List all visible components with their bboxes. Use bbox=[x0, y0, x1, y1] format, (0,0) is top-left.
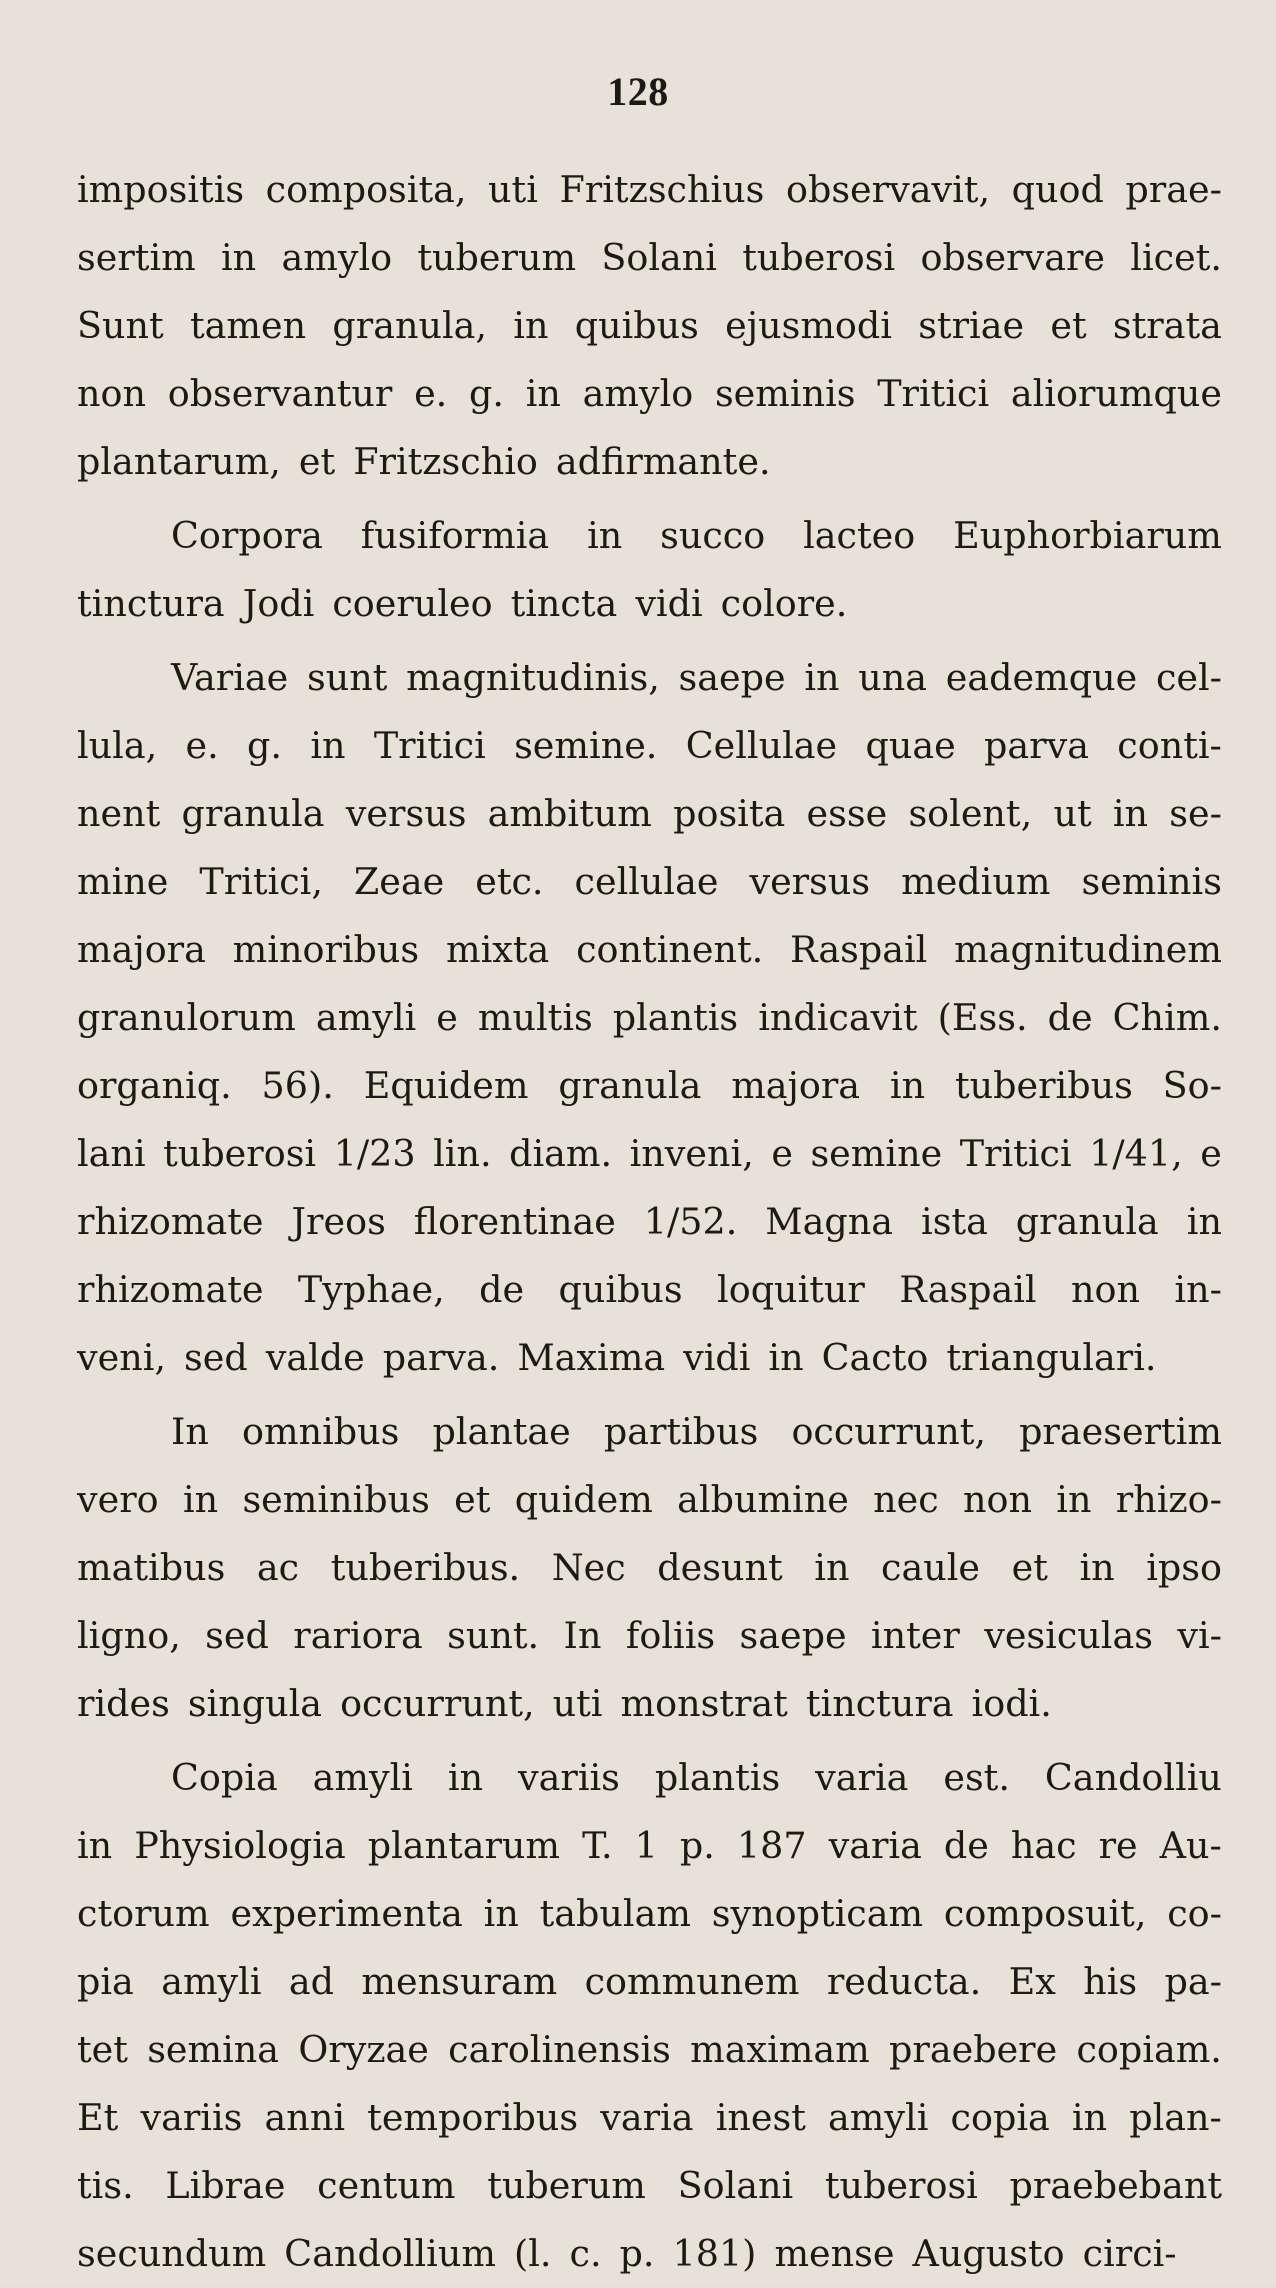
word: quibus bbox=[574, 304, 699, 347]
word: mense bbox=[774, 2232, 895, 2275]
word: in bbox=[1079, 1546, 1115, 1589]
word: de bbox=[943, 1824, 989, 1867]
word: uti bbox=[552, 1682, 603, 1725]
word: ac bbox=[256, 1546, 300, 1589]
word: albumine bbox=[677, 1478, 849, 1521]
word: Raspail bbox=[790, 928, 928, 971]
word: tamen bbox=[189, 304, 307, 347]
word: et bbox=[298, 440, 336, 483]
word: (Ess. bbox=[937, 996, 1028, 1039]
word: pia bbox=[77, 1960, 134, 2003]
word: Ex bbox=[1008, 1960, 1056, 2003]
word: Cellulae bbox=[685, 724, 838, 767]
word: etc. bbox=[475, 860, 544, 903]
word: sertim bbox=[77, 236, 196, 279]
word: tinctura bbox=[805, 1682, 954, 1725]
word: tuberum bbox=[487, 2164, 646, 2207]
word: tuberibus bbox=[954, 1064, 1133, 1107]
text-line bbox=[77, 1256, 1222, 1324]
word: succo bbox=[660, 514, 766, 557]
word: in bbox=[1112, 792, 1149, 835]
word: ambitum bbox=[487, 792, 652, 835]
word: et bbox=[1011, 1546, 1048, 1589]
word: caule bbox=[881, 1546, 981, 1589]
word: diam. bbox=[509, 1132, 613, 1175]
word: eademque bbox=[945, 656, 1138, 699]
word: mine bbox=[77, 860, 169, 903]
word: Physiologia bbox=[134, 1824, 346, 1867]
word: majora bbox=[731, 1064, 861, 1107]
paragraph bbox=[77, 1398, 1222, 1738]
text-line bbox=[77, 1188, 1222, 1256]
paragraph bbox=[77, 1744, 1222, 2288]
text-line bbox=[77, 428, 1222, 496]
word: copiam. bbox=[1076, 2028, 1222, 2071]
word: Magna bbox=[765, 1200, 894, 1243]
word: non bbox=[77, 372, 146, 415]
word: 1/23 bbox=[333, 1132, 416, 1175]
word: mensuram bbox=[361, 1960, 558, 2003]
word: observantur bbox=[167, 372, 393, 415]
word: organiq. bbox=[77, 1064, 232, 1107]
word: coeruleo bbox=[332, 582, 493, 625]
word: granula bbox=[181, 792, 325, 835]
text-line bbox=[77, 1052, 1222, 1120]
word: rhizomate bbox=[77, 1200, 264, 1243]
word: florentinae bbox=[413, 1200, 616, 1243]
word: re bbox=[1098, 1824, 1138, 1867]
word: praebere bbox=[889, 2028, 1058, 2071]
word: continent. bbox=[576, 928, 764, 971]
word: minoribus bbox=[232, 928, 420, 971]
word: vi- bbox=[1177, 1614, 1222, 1657]
page-number: 128 bbox=[607, 69, 669, 114]
word: Solani bbox=[601, 236, 717, 279]
word: versus bbox=[749, 860, 871, 903]
word: prae- bbox=[1125, 168, 1222, 211]
word: iodi. bbox=[971, 1682, 1052, 1725]
word: Solani bbox=[677, 2164, 794, 2207]
word: inveni, bbox=[629, 1132, 754, 1175]
word: hac bbox=[1010, 1824, 1077, 1867]
word: reducta. bbox=[826, 1960, 982, 2003]
word: Oryzae bbox=[298, 2028, 429, 2071]
word: Jodi bbox=[242, 582, 315, 625]
word: et bbox=[454, 1478, 491, 1521]
word: solent, bbox=[908, 792, 1033, 835]
word: ipso bbox=[1146, 1546, 1222, 1589]
word: Au- bbox=[1159, 1824, 1222, 1867]
text-line bbox=[77, 916, 1222, 984]
word: nent bbox=[77, 792, 161, 835]
word: tuberosi bbox=[824, 2164, 978, 2207]
word: medium bbox=[901, 860, 1051, 903]
word: non bbox=[1070, 1268, 1140, 1311]
word: anni bbox=[264, 2096, 345, 2139]
word: se- bbox=[1169, 792, 1222, 835]
word: Candollium bbox=[284, 2232, 496, 2275]
word: uti bbox=[488, 168, 538, 211]
word: ad bbox=[288, 1960, 335, 2003]
word: (l. bbox=[513, 2232, 552, 2275]
word: ligno, bbox=[77, 1614, 181, 1657]
word: in bbox=[221, 236, 257, 279]
word: versus bbox=[345, 792, 467, 835]
word: in bbox=[1186, 1200, 1222, 1243]
word: secundum bbox=[77, 2232, 267, 2275]
word: tinctura bbox=[77, 582, 225, 625]
word: in bbox=[182, 1478, 219, 1521]
word: in bbox=[310, 724, 346, 767]
word: tincta bbox=[510, 582, 618, 625]
word: T. bbox=[582, 1824, 613, 1867]
word: multis bbox=[477, 996, 593, 1039]
word: Fritzschius bbox=[559, 168, 765, 211]
word: valde bbox=[265, 1336, 365, 1379]
word: in bbox=[587, 514, 623, 557]
word: plantis bbox=[612, 996, 739, 1039]
word: matibus bbox=[77, 1546, 226, 1589]
word: Tritici bbox=[373, 724, 486, 767]
word: in bbox=[483, 1892, 519, 1935]
text-line bbox=[77, 2016, 1222, 2084]
word: tet bbox=[77, 2028, 128, 2071]
word: e bbox=[771, 1132, 793, 1175]
word: Zeae bbox=[353, 860, 445, 903]
word: fusiformia bbox=[360, 514, 550, 557]
word: lacteo bbox=[803, 514, 916, 557]
word: mixta bbox=[445, 928, 550, 971]
word: granulorum bbox=[77, 996, 296, 1039]
word: So- bbox=[1162, 1064, 1222, 1107]
word: conti- bbox=[1117, 724, 1222, 767]
word: amyli bbox=[312, 1756, 413, 1799]
word: parva. bbox=[382, 1336, 500, 1379]
word: variis bbox=[518, 1756, 620, 1799]
word: in bbox=[1071, 2096, 1108, 2139]
word: plantae bbox=[432, 1410, 571, 1453]
word: variis bbox=[140, 2096, 243, 2139]
word: g. bbox=[469, 372, 504, 415]
word: in bbox=[525, 372, 561, 415]
word: et bbox=[1050, 304, 1087, 347]
word: synopticam bbox=[711, 1892, 924, 1935]
word: inest bbox=[715, 2096, 806, 2139]
word: amyli bbox=[315, 996, 417, 1039]
word: magnitudinem bbox=[954, 928, 1222, 971]
word: omnibus bbox=[242, 1410, 400, 1453]
word: p. bbox=[679, 1824, 715, 1867]
word: centum bbox=[317, 2164, 456, 2207]
word: varia bbox=[828, 1824, 922, 1867]
word: licet. bbox=[1130, 236, 1222, 279]
word: singula bbox=[187, 1682, 323, 1725]
word: Tritici bbox=[877, 372, 990, 415]
paragraph bbox=[77, 502, 1222, 638]
word: loquitur bbox=[717, 1268, 865, 1311]
word: e. bbox=[185, 724, 219, 767]
text-line bbox=[77, 1948, 1222, 2016]
word: in bbox=[1056, 1478, 1092, 1521]
word: Copia bbox=[171, 1756, 278, 1799]
text-line bbox=[77, 502, 1222, 570]
word: occurrunt, bbox=[791, 1410, 986, 1453]
word: Chim. bbox=[1112, 996, 1222, 1039]
word: tuberibus. bbox=[330, 1546, 521, 1589]
text-line bbox=[77, 1466, 1222, 1534]
word: granula bbox=[1015, 1200, 1159, 1243]
word: vesiculas bbox=[984, 1614, 1153, 1657]
text-line bbox=[77, 570, 1222, 638]
word: plan- bbox=[1129, 2096, 1222, 2139]
word: Candolliu bbox=[1044, 1756, 1222, 1799]
word: est. bbox=[943, 1756, 1010, 1799]
text-line bbox=[77, 360, 1222, 428]
text-line bbox=[77, 1602, 1222, 1670]
word: 1 bbox=[634, 1824, 658, 1867]
word: e bbox=[1200, 1132, 1222, 1175]
word: saepe bbox=[739, 1614, 847, 1657]
word: adfirmante. bbox=[555, 440, 771, 483]
word: nec bbox=[873, 1478, 939, 1521]
word: rhizo- bbox=[1115, 1478, 1222, 1521]
word: esse bbox=[806, 792, 888, 835]
word: partibus bbox=[603, 1410, 759, 1453]
word: lin. bbox=[433, 1132, 492, 1175]
word: communem bbox=[584, 1960, 800, 2003]
word: Augusto bbox=[912, 2232, 1065, 2275]
word: in bbox=[768, 1336, 804, 1379]
word: Jreos bbox=[291, 1200, 386, 1243]
word: seminis bbox=[714, 372, 856, 415]
word: Librae bbox=[165, 2164, 286, 2207]
word: p. bbox=[619, 2232, 655, 2275]
word: in bbox=[447, 1756, 484, 1799]
word: parva bbox=[984, 724, 1089, 767]
word: ejusmodi bbox=[725, 304, 892, 347]
word: copia bbox=[950, 2096, 1050, 2139]
word: ctorum bbox=[77, 1892, 210, 1935]
word: e. bbox=[414, 372, 448, 415]
text-line bbox=[77, 984, 1222, 1052]
word: vero bbox=[77, 1478, 159, 1521]
word: lula, bbox=[77, 724, 158, 767]
word: vidi bbox=[683, 1336, 751, 1379]
text-line bbox=[77, 848, 1222, 916]
word: de bbox=[1047, 996, 1093, 1039]
word: seminis bbox=[1081, 860, 1222, 903]
word: 187 bbox=[736, 1824, 807, 1867]
word: Tritici bbox=[959, 1132, 1072, 1175]
word: in bbox=[804, 656, 840, 699]
word: vidi bbox=[635, 582, 703, 625]
word: maximam bbox=[690, 2028, 870, 2071]
word: seminibus bbox=[242, 1478, 430, 1521]
word: pa- bbox=[1164, 1960, 1222, 2003]
word: plantis bbox=[654, 1756, 781, 1799]
word: quod bbox=[1011, 168, 1104, 211]
word: foliis bbox=[625, 1614, 716, 1657]
word: strata bbox=[1112, 304, 1222, 347]
word: inter bbox=[870, 1614, 960, 1657]
word: plantarum bbox=[367, 1824, 561, 1867]
word: una bbox=[858, 656, 928, 699]
text-line bbox=[77, 712, 1222, 780]
text-line bbox=[77, 292, 1222, 360]
word: 1/41, bbox=[1089, 1132, 1183, 1175]
word: saepe bbox=[678, 656, 786, 699]
word: de bbox=[479, 1268, 525, 1311]
word: ut bbox=[1053, 792, 1092, 835]
text-line bbox=[77, 1398, 1222, 1466]
word: cel- bbox=[1155, 656, 1222, 699]
word: Typhae, bbox=[297, 1268, 445, 1311]
word: triangulari. bbox=[946, 1336, 1157, 1379]
word: striae bbox=[918, 304, 1025, 347]
text-line bbox=[77, 224, 1222, 292]
word: sed bbox=[205, 1614, 269, 1657]
word: semina bbox=[147, 2028, 280, 2071]
word: observavit, bbox=[785, 168, 991, 211]
word: quidem bbox=[514, 1478, 653, 1521]
paragraph bbox=[77, 644, 1222, 1392]
word: in bbox=[814, 1546, 850, 1589]
word: amyli bbox=[161, 1960, 262, 2003]
word: quibus bbox=[558, 1268, 683, 1311]
word: lani bbox=[77, 1132, 146, 1175]
word: observare bbox=[920, 236, 1106, 279]
word: magnitudinis, bbox=[406, 656, 660, 699]
word: aliorumque bbox=[1010, 372, 1222, 415]
word: temporibus bbox=[367, 2096, 579, 2139]
word: semine bbox=[810, 1132, 943, 1175]
word: tuberum bbox=[417, 236, 577, 279]
word: Euphorbiarum bbox=[953, 514, 1222, 557]
text-line bbox=[77, 2152, 1222, 2220]
word: sunt bbox=[307, 656, 388, 699]
word: rides bbox=[77, 1682, 170, 1725]
text-line bbox=[77, 156, 1222, 224]
word: rhizomate bbox=[77, 1268, 264, 1311]
word: varia bbox=[815, 1756, 909, 1799]
word: tis. bbox=[77, 2164, 134, 2207]
word: Corpora bbox=[171, 514, 323, 557]
word: Raspail bbox=[899, 1268, 1037, 1311]
text-line bbox=[77, 1120, 1222, 1188]
word: monstrat bbox=[620, 1682, 788, 1725]
word: 1/52. bbox=[643, 1200, 738, 1243]
word: in bbox=[77, 1824, 113, 1867]
word: colore. bbox=[720, 582, 848, 625]
word: Fritzschio bbox=[353, 440, 538, 483]
word: Et bbox=[77, 2096, 119, 2139]
word: granula bbox=[558, 1064, 702, 1107]
text-line bbox=[77, 2084, 1222, 2152]
text-line bbox=[77, 1534, 1222, 1602]
word: sunt. bbox=[447, 1614, 540, 1657]
text-line bbox=[77, 1744, 1222, 1812]
word: occurrunt, bbox=[340, 1682, 535, 1725]
paragraph bbox=[77, 156, 1222, 496]
word: impositis bbox=[77, 168, 245, 211]
word: Cacto bbox=[821, 1336, 929, 1379]
word: in- bbox=[1174, 1268, 1222, 1311]
word: in bbox=[889, 1064, 926, 1107]
word: amylo bbox=[582, 372, 694, 415]
word: Sunt bbox=[77, 304, 164, 347]
word: 56). bbox=[261, 1064, 334, 1107]
word: semine. bbox=[514, 724, 658, 767]
word: composita, bbox=[265, 168, 467, 211]
text-line bbox=[77, 644, 1222, 712]
word: experimenta bbox=[230, 1892, 463, 1935]
word: sed bbox=[184, 1336, 248, 1379]
word: tuberosi bbox=[163, 1132, 317, 1175]
word: non bbox=[963, 1478, 1032, 1521]
word: tabulam bbox=[539, 1892, 691, 1935]
word: indicavit bbox=[758, 996, 918, 1039]
word: e bbox=[436, 996, 458, 1039]
word: In bbox=[563, 1614, 602, 1657]
word: In bbox=[171, 1410, 209, 1453]
text-line bbox=[77, 2220, 1222, 2288]
word: Equidem bbox=[363, 1064, 529, 1107]
word: praebebant bbox=[1009, 2164, 1222, 2207]
word: circi- bbox=[1082, 2232, 1177, 2275]
text-line bbox=[77, 1812, 1222, 1880]
word: granula, bbox=[332, 304, 488, 347]
word: carolinensis bbox=[448, 2028, 671, 2071]
word: rariora bbox=[293, 1614, 423, 1657]
page-body bbox=[77, 156, 1222, 2288]
word: majora bbox=[77, 928, 206, 971]
word: composuit, bbox=[943, 1892, 1147, 1935]
text-line bbox=[77, 1880, 1222, 1948]
word: his bbox=[1083, 1960, 1138, 2003]
word: praesertim bbox=[1019, 1410, 1222, 1453]
word: amylo bbox=[281, 236, 393, 279]
text-line bbox=[77, 1670, 1222, 1738]
word: desunt bbox=[657, 1546, 783, 1589]
word: veni, bbox=[77, 1336, 167, 1379]
word: Nec bbox=[551, 1546, 626, 1589]
word: 181) bbox=[672, 2232, 757, 2275]
word: g. bbox=[247, 724, 283, 767]
word: quae bbox=[865, 724, 956, 767]
word: Variae bbox=[171, 656, 289, 699]
word: varia bbox=[600, 2096, 694, 2139]
word: posita bbox=[673, 792, 786, 835]
word: c. bbox=[569, 2232, 602, 2275]
word: cellulae bbox=[574, 860, 719, 903]
word: plantarum, bbox=[77, 440, 281, 483]
word: Maxima bbox=[517, 1336, 666, 1379]
word: co- bbox=[1167, 1892, 1222, 1935]
word: Tritici, bbox=[199, 860, 323, 903]
text-line bbox=[77, 1324, 1222, 1392]
word: amyli bbox=[828, 2096, 929, 2139]
word: tuberosi bbox=[742, 236, 896, 279]
text-line bbox=[77, 780, 1222, 848]
word: ista bbox=[921, 1200, 988, 1243]
word: in bbox=[513, 304, 549, 347]
